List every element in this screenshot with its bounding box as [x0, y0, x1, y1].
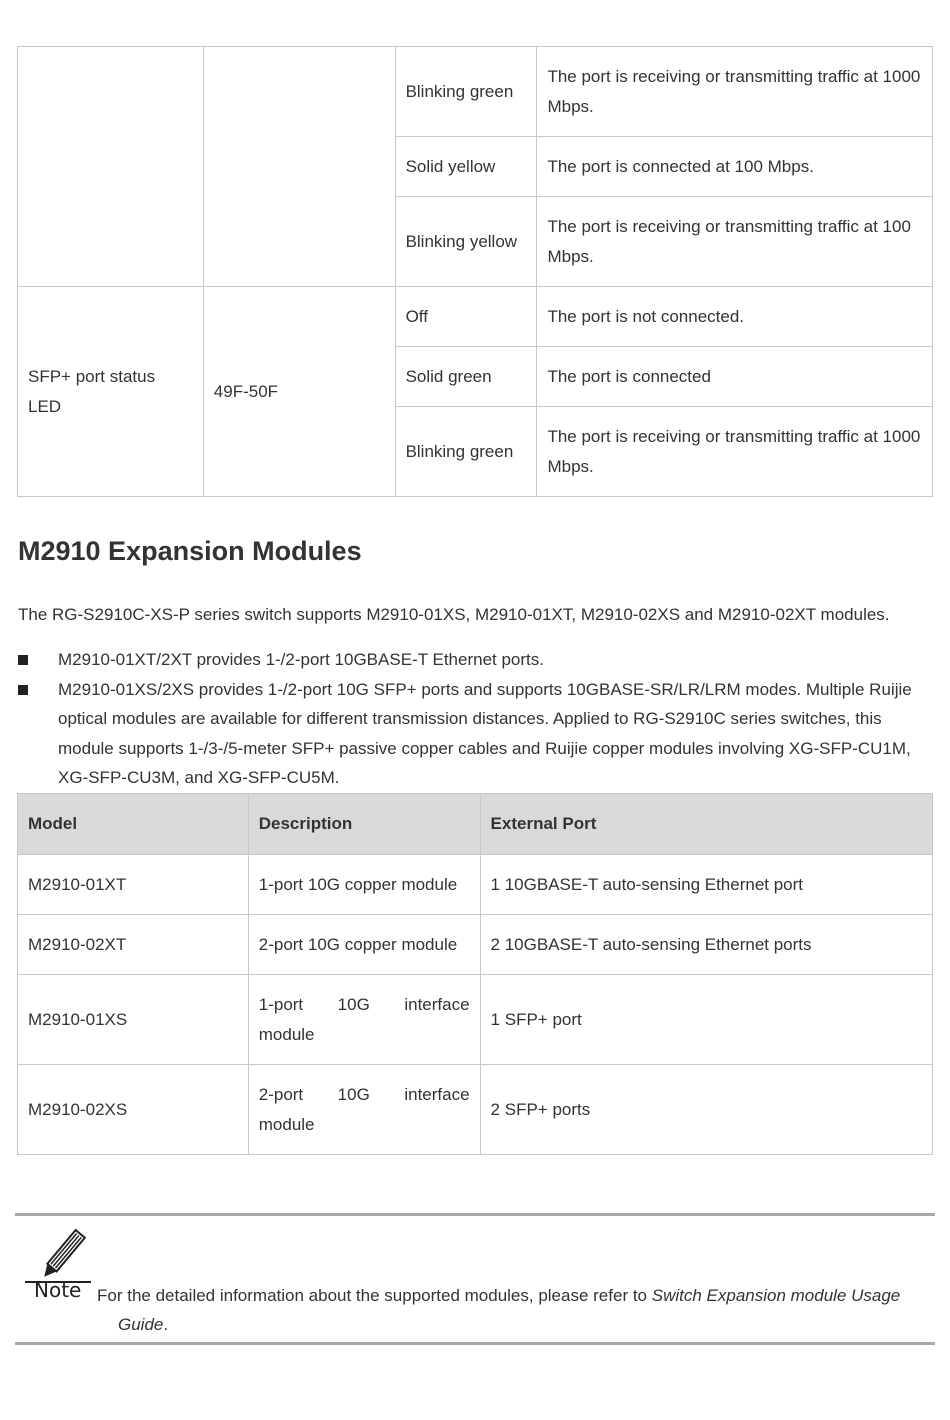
external-port-cell: 1 10GBASE-T auto-sensing Ethernet port — [480, 855, 932, 915]
model-cell: M2910-01XT — [18, 855, 249, 915]
led-meaning-cell: The port is connected — [537, 347, 933, 407]
led-meaning-cell: The port is receiving or transmitting traffic at 1000 Mbps. — [537, 47, 933, 137]
column-header-model: Model — [18, 794, 249, 855]
description-cell: 1-port 10G interface module — [248, 975, 480, 1065]
bullet-list — [18, 645, 923, 793]
column-header-external-port: External Port — [480, 794, 932, 855]
table-header-row — [18, 794, 933, 855]
table-row — [18, 855, 933, 915]
note-reference-part2: Guide — [118, 1315, 164, 1334]
list-item — [18, 675, 923, 793]
led-ports-cell — [203, 47, 395, 287]
model-cell: M2910-02XS — [18, 1065, 249, 1155]
table-row — [18, 47, 933, 137]
list-item-text: M2910-01XT/2XT provides 1-/2-port 10GBASE-T Ethernet ports. — [58, 650, 544, 669]
section-heading: M2910 Expansion Modules — [18, 536, 362, 566]
module-table — [17, 793, 933, 1155]
note-text-line2 — [97, 1310, 927, 1339]
column-header-description: Description — [248, 794, 480, 855]
led-state-cell: Off — [395, 287, 537, 347]
led-name-cell: SFP+ port status LED — [18, 287, 204, 497]
note-text — [97, 1281, 927, 1339]
external-port-cell: 2 10GBASE-T auto-sensing Ethernet ports — [480, 915, 932, 975]
led-name-cell — [18, 47, 204, 287]
led-meaning-cell: The port is not connected. — [537, 287, 933, 347]
led-state-cell: Blinking green — [395, 407, 537, 497]
note-label: Note — [34, 1278, 82, 1302]
list-item-text: M2910-01XS/2XS provides 1-/2-port 10G SFP+ ports and supports 10GBASE-SR/LR/LRM modes. Multiple Ruijie optical modules are available for different transmission distances. Applied to RG-S2910C series switches, this module supports 1-/3-/5-meter SFP+ passive copper cables and Ruijie copper modules involving XG-SFP-CU1M, XG-SFP-CU3M, and XG-SFP-CU5M. — [58, 679, 912, 787]
intro-paragraph: The RG-S2910C-XS-P series switch supports M2910-01XS, M2910-01XT, M2910-02XS and M2910-02XT modules. — [18, 605, 890, 624]
square-bullet-icon — [18, 655, 28, 665]
led-status-table — [17, 46, 933, 497]
led-state-cell: Blinking green — [395, 47, 537, 137]
led-state-cell: Solid yellow — [395, 137, 537, 197]
table-row — [18, 975, 933, 1065]
description-cell: 2-port 10G copper module — [248, 915, 480, 975]
led-meaning-cell: The port is connected at 100 Mbps. — [537, 137, 933, 197]
model-cell: M2910-01XS — [18, 975, 249, 1065]
led-state-cell: Blinking yellow — [395, 197, 537, 287]
external-port-cell: 2 SFP+ ports — [480, 1065, 932, 1155]
description-cell: 1-port 10G copper module — [248, 855, 480, 915]
note-reference-part1: Switch Expansion module Usage — [651, 1286, 901, 1305]
table-row — [18, 287, 933, 347]
list-item — [18, 645, 923, 675]
led-meaning-cell: The port is receiving or transmitting traffic at 1000 Mbps. — [537, 407, 933, 497]
table-row — [18, 1065, 933, 1155]
led-state-cell: Solid green — [395, 347, 537, 407]
model-cell: M2910-02XT — [18, 915, 249, 975]
led-meaning-cell: The port is receiving or transmitting traffic at 100 Mbps. — [537, 197, 933, 287]
square-bullet-icon — [18, 685, 28, 695]
description-cell: 2-port 10G interface module — [248, 1065, 480, 1155]
table-row — [18, 915, 933, 975]
note-box — [15, 1213, 935, 1345]
external-port-cell: 1 SFP+ port — [480, 975, 932, 1065]
note-text-prefix: For the detailed information about the supported modules, please refer to — [97, 1286, 652, 1305]
note-text-suffix: . — [163, 1315, 169, 1334]
led-ports-cell: 49F-50F — [203, 287, 395, 497]
